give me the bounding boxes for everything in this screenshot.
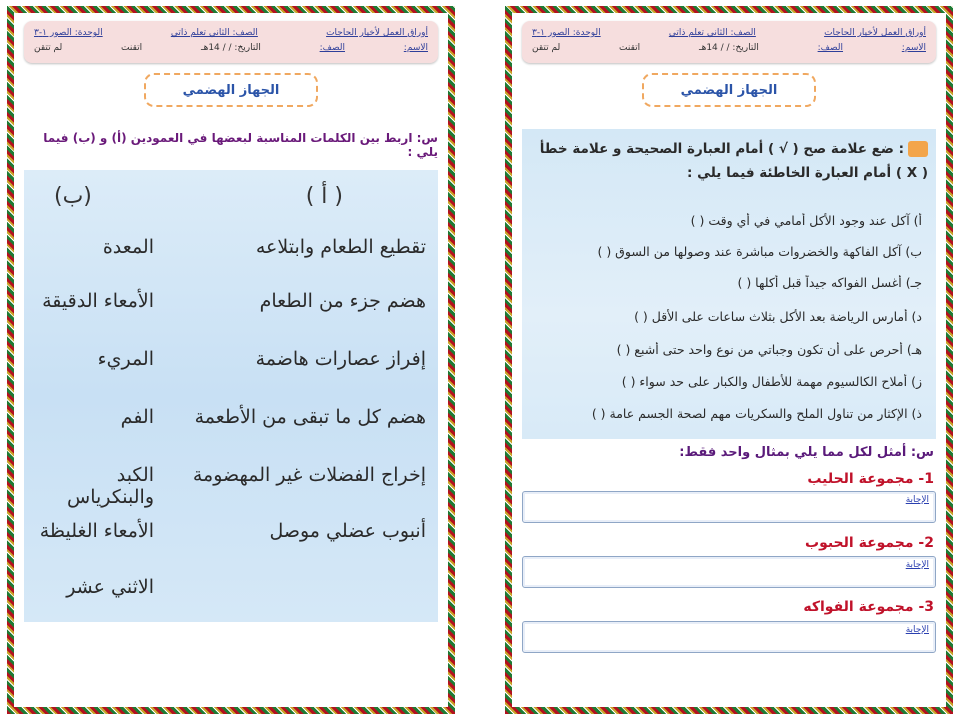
header-unit: الوحدة: الصور ١-٣ <box>34 28 103 38</box>
page-header <box>24 21 438 63</box>
header-worksheet: أوراق العمل لأخيار الحاجات <box>326 28 428 38</box>
answer-field-fruits[interactable] <box>522 621 936 653</box>
header-grade: الصف: <box>817 43 844 53</box>
column-a-item: إفراز عصارات هاضمة <box>255 348 426 370</box>
column-b-item: المريء <box>97 348 154 370</box>
header-unit: الوحدة: الصور ١-٣ <box>532 28 601 38</box>
true-false-item: هـ) أحرص على أن تكون وجباتي من نوع واحد حتى أشبع ( ) <box>616 342 922 357</box>
column-b-item: المعدة <box>102 236 154 258</box>
answer-label: الإجابة <box>905 625 929 635</box>
column-b-item: الأمعاء الغليظة <box>39 520 154 542</box>
instruction-line-1: : ضع علامة صح ( √ ) أمام العبارة الصحيحة و علامة خطأ <box>539 141 904 157</box>
true-false-instruction <box>526 137 928 185</box>
header-mastered: اتقنت <box>619 43 641 53</box>
answer-label: الإجابة <box>905 560 929 570</box>
instruction-line-2: ( X ) أمام العبارة الخاطئة فيما يلي : <box>687 165 928 181</box>
column-b-item: الاثني عشر <box>66 576 154 598</box>
true-false-item: ب) آكل الفاكهة والخضروات مباشرة عند وصولها من السوق ( ) <box>597 244 922 259</box>
header-worksheet: أوراق العمل لأخيار الحاجات <box>824 28 926 38</box>
answer-field-milk[interactable] <box>522 491 936 523</box>
true-false-item: ذ) الإكثار من تناول الملح والسكريات مهم لصحة الجسم عامة ( ) <box>591 406 922 421</box>
column-b-item: الفم <box>120 406 154 428</box>
page-header <box>522 21 936 63</box>
answer-field-grains[interactable] <box>522 556 936 588</box>
answer-label: الإجابة <box>905 495 929 505</box>
example-question: س: أمثل لكل مما يلي بمثال واحد فقط: <box>679 445 934 460</box>
worksheet-page-right <box>505 6 953 714</box>
matching-question: س: اربط بين الكلمات المناسبة لبعضها في العمودين (أ) و (ب) فيما يلي : <box>43 131 438 159</box>
true-false-item: جـ) أغسل الفواكه جيداً قبل أكلها ( ) <box>737 275 922 290</box>
true-false-item: أ) آكل عند وجود الأكل أمامي في أي وقت ( ) <box>690 213 922 228</box>
matching-area <box>24 170 438 622</box>
header-mastered: اتقنت <box>121 43 143 53</box>
header-name: الاسم: <box>403 43 428 53</box>
worksheet-page-left <box>7 6 455 714</box>
column-b-item: الأمعاء الدقيقة <box>42 290 154 312</box>
header-not-mastered: لم تتقن <box>532 43 561 53</box>
true-false-item: ز) أملاح الكالسيوم مهمة للأطفال والكبار على حد سواء ( ) <box>621 374 922 389</box>
group-label-fruits: 3- مجموعة الفواكه <box>803 599 934 615</box>
column-a-item: أنبوب عضلي موصل <box>269 520 426 542</box>
column-a-item: هضم جزء من الطعام <box>259 290 426 312</box>
header-date: التاريخ: / / 14هـ <box>200 43 261 53</box>
page-title: الجهاز الهضمي <box>642 73 816 107</box>
header-class: الصف: الثاني تعلم ذاتي <box>668 28 756 38</box>
column-a-item: هضم كل ما تبقى من الأطعمة <box>194 406 426 428</box>
header-grade: الصف: <box>319 43 346 53</box>
true-false-area <box>522 129 936 439</box>
column-a-item: تقطيع الطعام وابتلاعه <box>255 236 426 258</box>
group-label-grains: 2- مجموعة الحبوب <box>805 535 934 551</box>
group-label-milk: 1- مجموعة الحليب <box>807 471 934 487</box>
header-name: الاسم: <box>901 43 926 53</box>
column-a-header: ( أ ) <box>305 184 343 209</box>
column-a-item: إخراج الفضلات غير المهضومة <box>192 464 426 486</box>
true-false-item: د) أمارس الرياضة بعد الأكل بثلاث ساعات على الأقل ( ) <box>634 309 922 324</box>
column-b-item: الكبد والبنكرياس <box>67 464 154 508</box>
column-b-header: (ب) <box>54 184 92 209</box>
page-title: الجهاز الهضمي <box>144 73 318 107</box>
header-class: الصف: الثاني تعلم ذاتي <box>170 28 258 38</box>
header-date: التاريخ: / / 14هـ <box>698 43 759 53</box>
header-not-mastered: لم تتقن <box>34 43 63 53</box>
pencil-icon <box>908 141 928 157</box>
